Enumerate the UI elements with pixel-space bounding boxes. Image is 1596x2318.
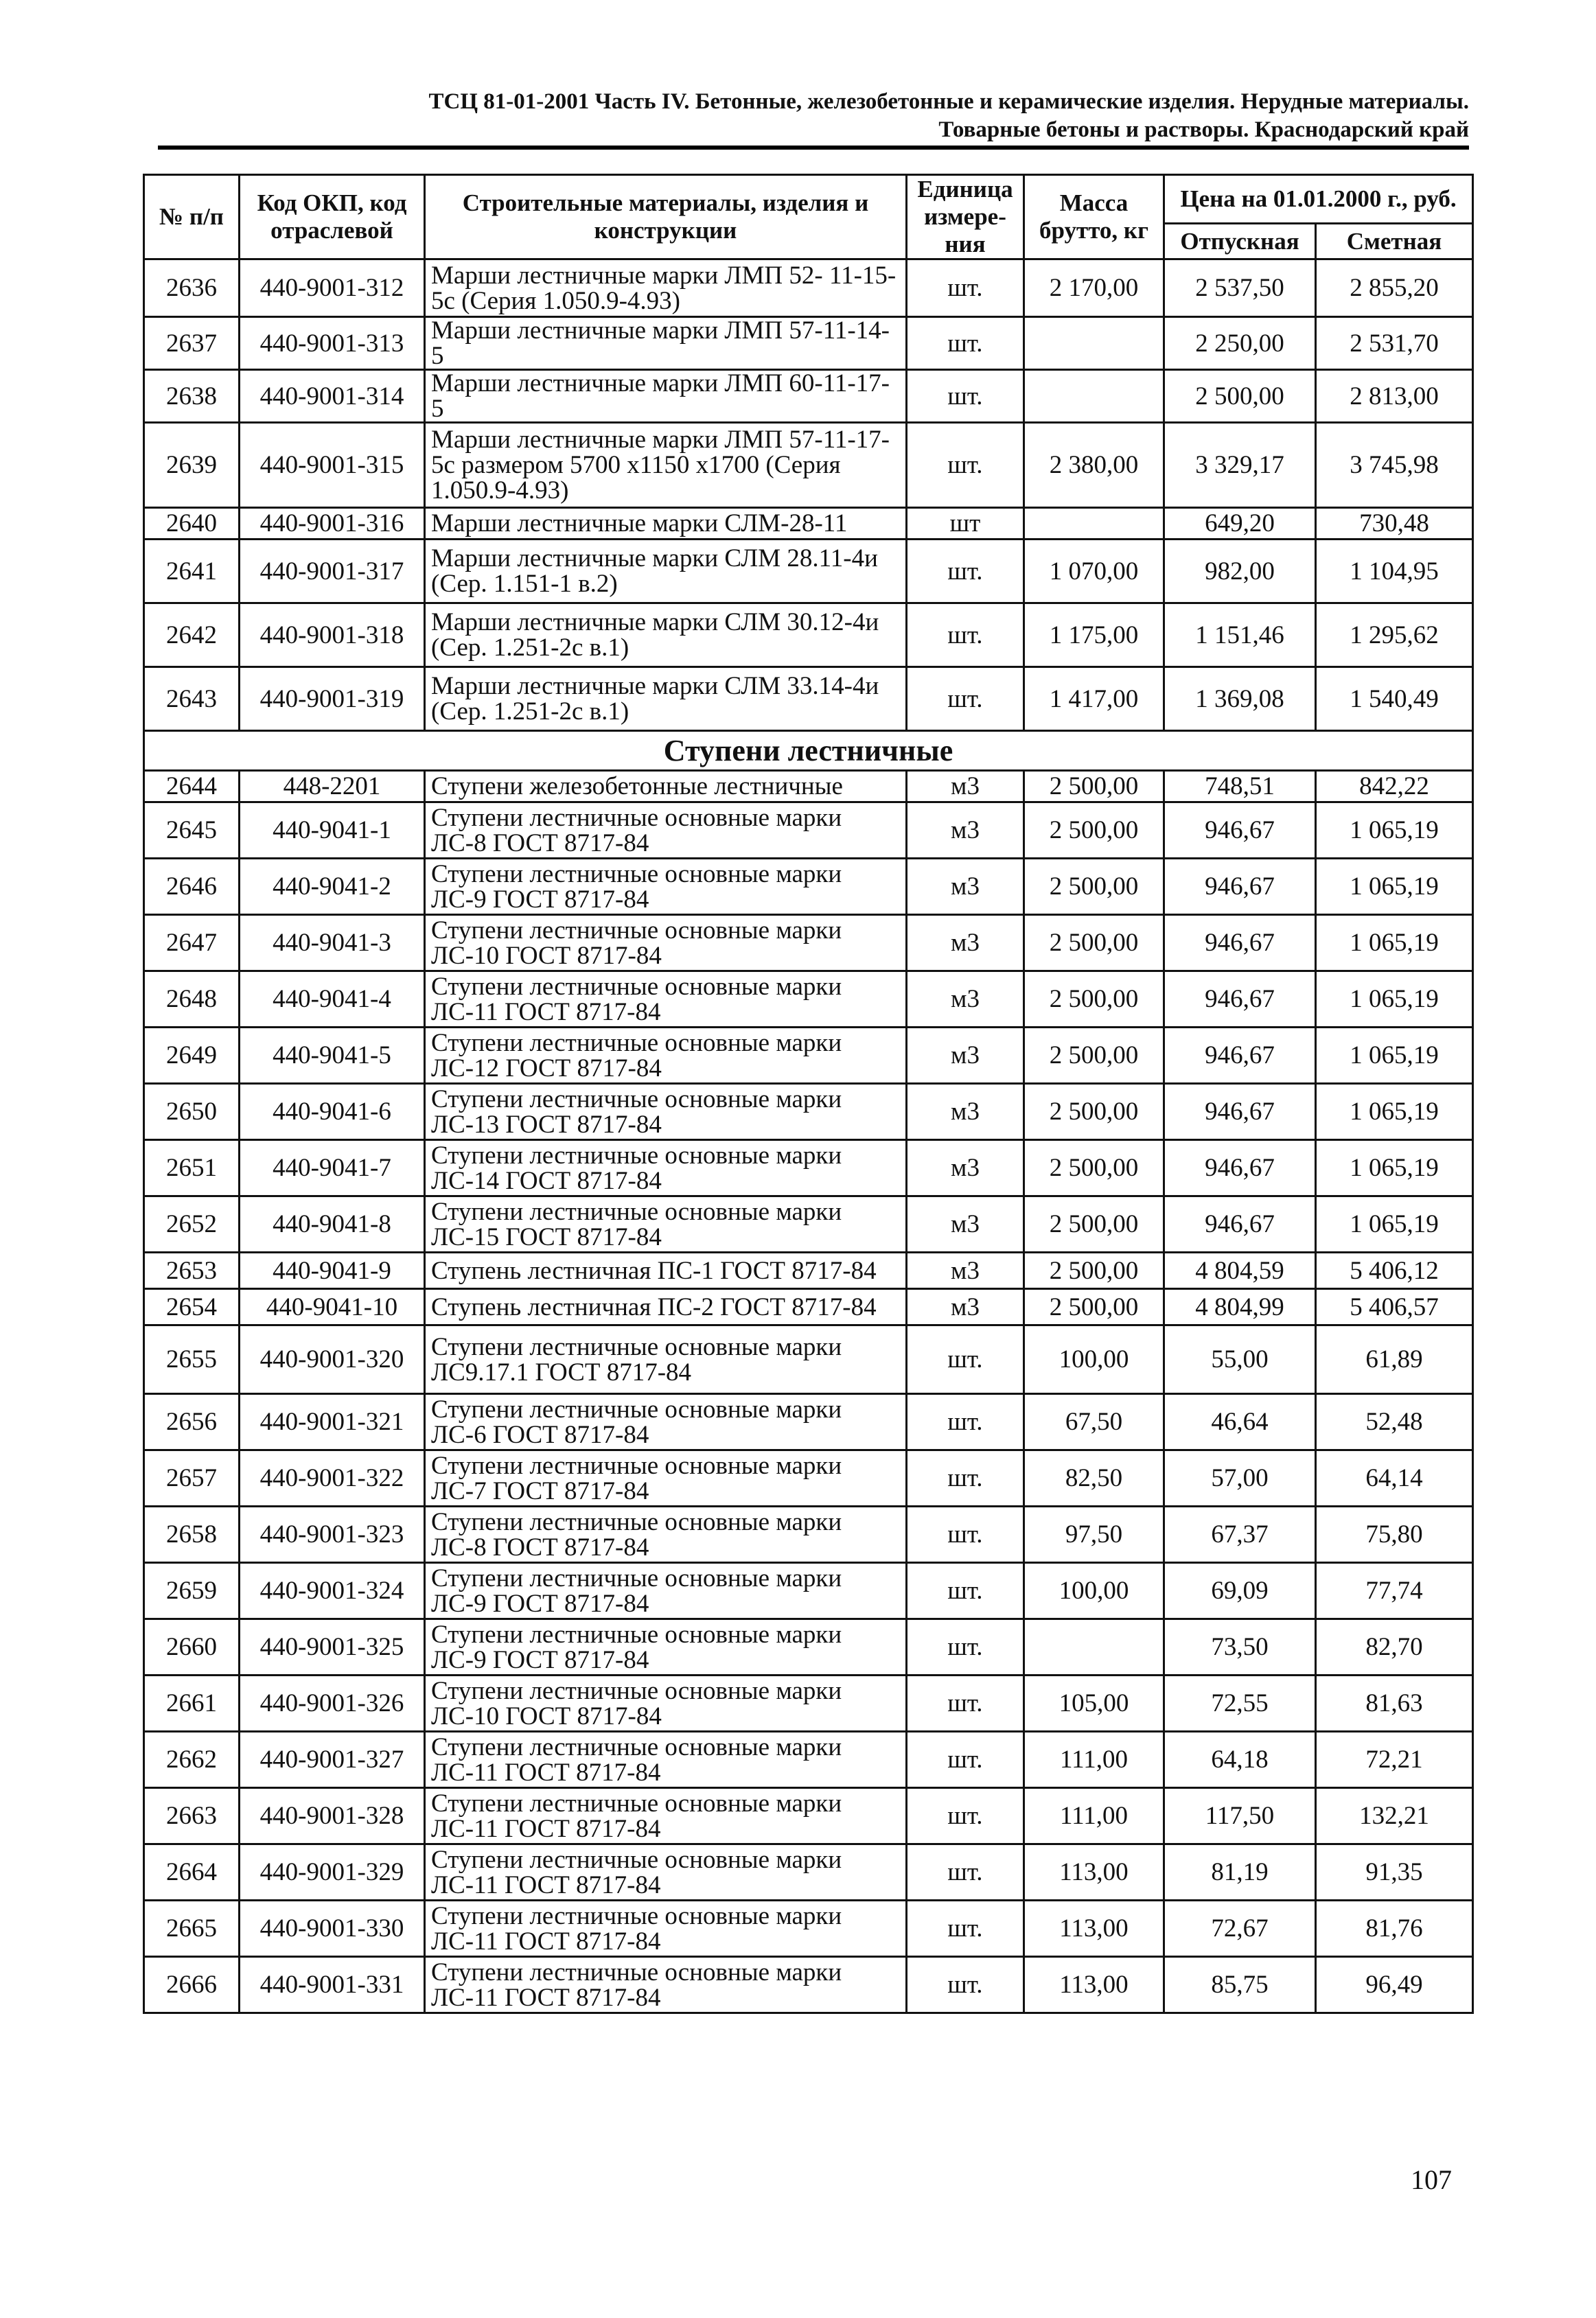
cell-price-release: 748,51 — [1164, 771, 1316, 802]
cell-code: 440-9001-327 — [240, 1732, 425, 1788]
cell-mass: 67,50 — [1024, 1394, 1164, 1450]
cell-mass: 97,50 — [1024, 1507, 1164, 1563]
cell-mass: 113,00 — [1024, 1957, 1164, 2013]
cell-code: 440-9041-1 — [240, 802, 425, 859]
cell-price-estimate: 96,49 — [1316, 1957, 1473, 2013]
cell-price-release: 4 804,99 — [1164, 1289, 1316, 1325]
cell-name: Марши лестничные марки СЛМ 28.11-4и (Сер. 1.151-1 в.2) — [425, 540, 907, 603]
cell-code: 440-9001-324 — [240, 1563, 425, 1619]
cell-num: 2637 — [144, 317, 240, 370]
cell-name: Ступени лестничные основные марки ЛС-9 ГОСТ 8717-84 — [425, 859, 907, 915]
table-row — [144, 1450, 1473, 1507]
cell-price-release: 649,20 — [1164, 508, 1316, 540]
col-header-num: № п/п — [144, 175, 240, 259]
cell-num: 2648 — [144, 971, 240, 1028]
cell-price-estimate: 52,48 — [1316, 1394, 1473, 1450]
cell-name: Ступени лестничные основные марки ЛС9.17.1 ГОСТ 8717-84 — [425, 1325, 907, 1394]
cell-unit: м3 — [907, 1196, 1024, 1253]
table-row — [144, 1084, 1473, 1140]
table-row — [144, 771, 1473, 802]
cell-name: Ступени лестничные основные марки ЛС-10 ГОСТ 8717-84 — [425, 1676, 907, 1732]
cell-name: Ступени лестничные основные марки ЛС-11 ГОСТ 8717-84 — [425, 1732, 907, 1788]
cell-code: 440-9001-331 — [240, 1957, 425, 2013]
header-rule — [158, 146, 1469, 150]
cell-unit: м3 — [907, 802, 1024, 859]
cell-price-release: 55,00 — [1164, 1325, 1316, 1394]
cell-price-estimate: 81,76 — [1316, 1901, 1473, 1957]
cell-unit: м3 — [907, 1028, 1024, 1084]
table-row — [144, 667, 1473, 731]
cell-price-release: 982,00 — [1164, 540, 1316, 603]
cell-num: 2646 — [144, 859, 240, 915]
cell-price-estimate: 1 065,19 — [1316, 1028, 1473, 1084]
col-header-name: Строительные материалы, изделия и конструкции — [425, 175, 907, 259]
cell-price-release: 1 369,08 — [1164, 667, 1316, 731]
cell-num: 2659 — [144, 1563, 240, 1619]
cell-name: Ступени лестничные основные марки ЛС-9 ГОСТ 8717-84 — [425, 1619, 907, 1676]
cell-code: 440-9001-325 — [240, 1619, 425, 1676]
cell-num: 2657 — [144, 1450, 240, 1507]
cell-price-estimate: 1 065,19 — [1316, 1196, 1473, 1253]
cell-price-release: 946,67 — [1164, 1028, 1316, 1084]
table-row — [144, 1196, 1473, 1253]
table-row — [144, 1325, 1473, 1394]
cell-num: 2658 — [144, 1507, 240, 1563]
cell-mass: 2 380,00 — [1024, 423, 1164, 508]
cell-price-estimate: 1 065,19 — [1316, 971, 1473, 1028]
cell-unit: шт. — [907, 540, 1024, 603]
cell-unit: шт. — [907, 1732, 1024, 1788]
cell-num: 2651 — [144, 1140, 240, 1196]
cell-price-release: 2 500,00 — [1164, 370, 1316, 423]
cell-price-estimate: 1 065,19 — [1316, 802, 1473, 859]
cell-price-estimate: 2 813,00 — [1316, 370, 1473, 423]
cell-num: 2653 — [144, 1253, 240, 1289]
cell-price-release: 946,67 — [1164, 915, 1316, 971]
cell-price-estimate: 1 065,19 — [1316, 1084, 1473, 1140]
cell-price-estimate: 75,80 — [1316, 1507, 1473, 1563]
cell-unit: м3 — [907, 971, 1024, 1028]
cell-unit: шт. — [907, 370, 1024, 423]
cell-code: 448-2201 — [240, 771, 425, 802]
cell-mass: 2 500,00 — [1024, 1253, 1164, 1289]
table-row — [144, 1676, 1473, 1732]
cell-code: 440-9001-317 — [240, 540, 425, 603]
cell-name: Ступень лестничная ПС-1 ГОСТ 8717-84 — [425, 1253, 907, 1289]
table-body-group2 — [144, 771, 1473, 2013]
cell-unit: м3 — [907, 915, 1024, 971]
section-row — [144, 731, 1473, 771]
cell-mass: 1 417,00 — [1024, 667, 1164, 731]
table-row — [144, 971, 1473, 1028]
col-header-unit: Единица измере-ния — [907, 175, 1024, 259]
cell-num: 2645 — [144, 802, 240, 859]
cell-unit: шт. — [907, 1676, 1024, 1732]
cell-code: 440-9001-322 — [240, 1450, 425, 1507]
cell-price-release: 946,67 — [1164, 971, 1316, 1028]
cell-price-estimate: 2 531,70 — [1316, 317, 1473, 370]
cell-price-release: 81,19 — [1164, 1844, 1316, 1901]
cell-num: 2662 — [144, 1732, 240, 1788]
cell-code: 440-9041-9 — [240, 1253, 425, 1289]
cell-num: 2652 — [144, 1196, 240, 1253]
cell-unit: м3 — [907, 771, 1024, 802]
cell-mass: 113,00 — [1024, 1844, 1164, 1901]
cell-mass — [1024, 370, 1164, 423]
cell-price-estimate: 5 406,12 — [1316, 1253, 1473, 1289]
cell-price-estimate: 1 065,19 — [1316, 1140, 1473, 1196]
cell-mass: 2 500,00 — [1024, 1196, 1164, 1253]
cell-num: 2664 — [144, 1844, 240, 1901]
cell-price-release: 64,18 — [1164, 1732, 1316, 1788]
cell-name: Ступени лестничные основные марки ЛС-10 ГОСТ 8717-84 — [425, 915, 907, 971]
cell-mass: 1 070,00 — [1024, 540, 1164, 603]
cell-price-estimate: 1 065,19 — [1316, 915, 1473, 971]
col-header-price-group: Цена на 01.01.2000 г., руб. — [1164, 175, 1473, 224]
cell-price-estimate: 842,22 — [1316, 771, 1473, 802]
cell-mass: 2 500,00 — [1024, 859, 1164, 915]
cell-name: Ступени лестничные основные марки ЛС-11 ГОСТ 8717-84 — [425, 1957, 907, 2013]
cell-price-release: 946,67 — [1164, 1140, 1316, 1196]
cell-num: 2641 — [144, 540, 240, 603]
cell-price-release: 946,67 — [1164, 1196, 1316, 1253]
cell-mass: 100,00 — [1024, 1563, 1164, 1619]
cell-name: Марши лестничные марки СЛМ 30.12-4и (Сер. 1.251-2с в.1) — [425, 603, 907, 667]
cell-code: 440-9001-314 — [240, 370, 425, 423]
cell-code: 440-9001-312 — [240, 259, 425, 317]
col-header-price-estimate: Сметная — [1316, 224, 1473, 259]
cell-price-estimate: 77,74 — [1316, 1563, 1473, 1619]
cell-num: 2636 — [144, 259, 240, 317]
table-row — [144, 1028, 1473, 1084]
cell-price-release: 57,00 — [1164, 1450, 1316, 1507]
cell-num: 2644 — [144, 771, 240, 802]
cell-price-estimate: 91,35 — [1316, 1844, 1473, 1901]
cell-name: Ступени лестничные основные марки ЛС-11 ГОСТ 8717-84 — [425, 971, 907, 1028]
col-header-price-release: Отпускная — [1164, 224, 1316, 259]
cell-unit: шт. — [907, 1394, 1024, 1450]
table-row — [144, 1844, 1473, 1901]
cell-code: 440-9041-4 — [240, 971, 425, 1028]
cell-num: 2638 — [144, 370, 240, 423]
cell-price-estimate: 81,63 — [1316, 1676, 1473, 1732]
table-row — [144, 802, 1473, 859]
cell-price-release: 69,09 — [1164, 1563, 1316, 1619]
cell-name: Ступени железобетонные лестничные — [425, 771, 907, 802]
cell-price-estimate: 1 104,95 — [1316, 540, 1473, 603]
cell-unit: шт. — [907, 603, 1024, 667]
cell-price-estimate: 61,89 — [1316, 1325, 1473, 1394]
cell-code: 440-9041-3 — [240, 915, 425, 971]
cell-name: Марши лестничные марки ЛМП 57-11-14-5 — [425, 317, 907, 370]
cell-unit: шт. — [907, 1563, 1024, 1619]
col-header-mass: Масса брутто, кг — [1024, 175, 1164, 259]
cell-mass — [1024, 508, 1164, 540]
cell-num: 2656 — [144, 1394, 240, 1450]
cell-num: 2647 — [144, 915, 240, 971]
cell-price-estimate: 1 295,62 — [1316, 603, 1473, 667]
cell-mass: 2 500,00 — [1024, 1084, 1164, 1140]
table-row — [144, 370, 1473, 423]
section-body — [144, 731, 1473, 771]
cell-price-release: 85,75 — [1164, 1957, 1316, 2013]
cell-num: 2665 — [144, 1901, 240, 1957]
page-number: 107 — [1411, 2164, 1452, 2195]
cell-num: 2654 — [144, 1289, 240, 1325]
cell-mass: 100,00 — [1024, 1325, 1164, 1394]
cell-mass: 2 500,00 — [1024, 1028, 1164, 1084]
cell-num: 2655 — [144, 1325, 240, 1394]
cell-unit: м3 — [907, 1253, 1024, 1289]
cell-code: 440-9041-8 — [240, 1196, 425, 1253]
table-row — [144, 1901, 1473, 1957]
table-row — [144, 1507, 1473, 1563]
col-header-code: Код ОКП, код отраслевой — [240, 175, 425, 259]
cell-name: Ступени лестничные основные марки ЛС-11 ГОСТ 8717-84 — [425, 1788, 907, 1844]
cell-unit: шт. — [907, 259, 1024, 317]
table-row — [144, 859, 1473, 915]
cell-code: 440-9001-319 — [240, 667, 425, 731]
cell-name: Ступени лестничные основные марки ЛС-11 ГОСТ 8717-84 — [425, 1844, 907, 1901]
cell-unit: шт. — [907, 1844, 1024, 1901]
cell-mass: 111,00 — [1024, 1788, 1164, 1844]
cell-num: 2642 — [144, 603, 240, 667]
cell-price-estimate: 3 745,98 — [1316, 423, 1473, 508]
table-row — [144, 423, 1473, 508]
cell-num: 2660 — [144, 1619, 240, 1676]
cell-name: Марши лестничные марки ЛМП 60-11-17-5 — [425, 370, 907, 423]
page-header — [158, 88, 1469, 144]
table-row — [144, 1957, 1473, 2013]
cell-mass — [1024, 1619, 1164, 1676]
table-row — [144, 540, 1473, 603]
cell-price-release: 4 804,59 — [1164, 1253, 1316, 1289]
cell-unit: м3 — [907, 1289, 1024, 1325]
cell-name: Ступени лестничные основные марки ЛС-9 ГОСТ 8717-84 — [425, 1563, 907, 1619]
cell-name: Марши лестничные марки СЛМ-28-11 — [425, 508, 907, 540]
cell-code: 440-9041-7 — [240, 1140, 425, 1196]
cell-mass: 105,00 — [1024, 1676, 1164, 1732]
cell-unit: шт. — [907, 1507, 1024, 1563]
cell-price-release: 946,67 — [1164, 1084, 1316, 1140]
cell-name: Ступени лестничные основные марки ЛС-8 ГОСТ 8717-84 — [425, 1507, 907, 1563]
cell-num: 2649 — [144, 1028, 240, 1084]
cell-unit: шт. — [907, 423, 1024, 508]
table-row — [144, 1140, 1473, 1196]
cell-code: 440-9041-10 — [240, 1289, 425, 1325]
cell-name: Марши лестничные марки СЛМ 33.14-4и (Сер. 1.251-2с в.1) — [425, 667, 907, 731]
cell-mass — [1024, 317, 1164, 370]
cell-mass: 82,50 — [1024, 1450, 1164, 1507]
cell-code: 440-9001-329 — [240, 1844, 425, 1901]
cell-price-release: 946,67 — [1164, 859, 1316, 915]
cell-unit: шт. — [907, 1957, 1024, 2013]
cell-mass: 2 170,00 — [1024, 259, 1164, 317]
cell-code: 440-9001-328 — [240, 1788, 425, 1844]
cell-unit: шт. — [907, 1619, 1024, 1676]
cell-price-release: 2 537,50 — [1164, 259, 1316, 317]
cell-price-estimate: 5 406,57 — [1316, 1289, 1473, 1325]
cell-name: Ступень лестничная ПС-2 ГОСТ 8717-84 — [425, 1289, 907, 1325]
cell-code: 440-9001-321 — [240, 1394, 425, 1450]
cell-price-release: 946,67 — [1164, 802, 1316, 859]
cell-mass: 2 500,00 — [1024, 1289, 1164, 1325]
cell-unit: шт. — [907, 1450, 1024, 1507]
cell-code: 440-9001-330 — [240, 1901, 425, 1957]
cell-code: 440-9001-320 — [240, 1325, 425, 1394]
cell-mass: 113,00 — [1024, 1901, 1164, 1957]
table-body-group1 — [144, 259, 1473, 731]
cell-num: 2643 — [144, 667, 240, 731]
cell-unit: шт — [907, 508, 1024, 540]
cell-num: 2666 — [144, 1957, 240, 2013]
cell-price-release: 72,67 — [1164, 1901, 1316, 1957]
section-title: Ступени лестничные — [144, 731, 1473, 771]
cell-code: 440-9001-316 — [240, 508, 425, 540]
cell-unit: шт. — [907, 317, 1024, 370]
cell-unit: м3 — [907, 859, 1024, 915]
table-row — [144, 1394, 1473, 1450]
cell-code: 440-9001-326 — [240, 1676, 425, 1732]
cell-name: Марши лестничные марки ЛМП 52- 11-15-5с (Серия 1.050.9-4.93) — [425, 259, 907, 317]
cell-price-estimate: 730,48 — [1316, 508, 1473, 540]
table-row — [144, 317, 1473, 370]
cell-unit: шт. — [907, 1901, 1024, 1957]
cell-mass: 2 500,00 — [1024, 771, 1164, 802]
cell-unit: м3 — [907, 1140, 1024, 1196]
cell-num: 2639 — [144, 423, 240, 508]
cell-price-estimate: 72,21 — [1316, 1732, 1473, 1788]
cell-mass: 2 500,00 — [1024, 802, 1164, 859]
cell-price-estimate: 2 855,20 — [1316, 259, 1473, 317]
cell-price-release: 72,55 — [1164, 1676, 1316, 1732]
cell-code: 440-9041-2 — [240, 859, 425, 915]
cell-price-release: 1 151,46 — [1164, 603, 1316, 667]
cell-name: Ступени лестничные основные марки ЛС-7 ГОСТ 8717-84 — [425, 1450, 907, 1507]
cell-mass: 111,00 — [1024, 1732, 1164, 1788]
cell-name: Ступени лестничные основные марки ЛС-6 ГОСТ 8717-84 — [425, 1394, 907, 1450]
cell-unit: шт. — [907, 1788, 1024, 1844]
cell-name: Ступени лестничные основные марки ЛС-13 ГОСТ 8717-84 — [425, 1084, 907, 1140]
header-subtitle: Товарные бетоны и растворы. Краснодарский край — [938, 117, 1469, 142]
table-row — [144, 915, 1473, 971]
cell-name: Ступени лестничные основные марки ЛС-15 ГОСТ 8717-84 — [425, 1196, 907, 1253]
cell-mass: 2 500,00 — [1024, 915, 1164, 971]
cell-mass: 2 500,00 — [1024, 971, 1164, 1028]
cell-unit: м3 — [907, 1084, 1024, 1140]
cell-num: 2661 — [144, 1676, 240, 1732]
cell-price-estimate: 132,21 — [1316, 1788, 1473, 1844]
cell-price-release: 3 329,17 — [1164, 423, 1316, 508]
table-row — [144, 1732, 1473, 1788]
cell-price-estimate: 1 540,49 — [1316, 667, 1473, 731]
table-row — [144, 508, 1473, 540]
cell-price-release: 46,64 — [1164, 1394, 1316, 1450]
cell-name: Марши лестничные марки ЛМП 57-11-17-5с размером 5700 x1150 x1700 (Серия 1.050.9-4.93) — [425, 423, 907, 508]
table-row — [144, 259, 1473, 317]
cell-name: Ступени лестничные основные марки ЛС-12 ГОСТ 8717-84 — [425, 1028, 907, 1084]
table-row — [144, 1788, 1473, 1844]
table-row — [144, 1563, 1473, 1619]
cell-price-estimate: 82,70 — [1316, 1619, 1473, 1676]
cell-name: Ступени лестничные основные марки ЛС-11 ГОСТ 8717-84 — [425, 1901, 907, 1957]
table-row — [144, 603, 1473, 667]
cell-price-release: 117,50 — [1164, 1788, 1316, 1844]
price-table — [143, 174, 1474, 2014]
cell-num: 2640 — [144, 508, 240, 540]
cell-price-release: 2 250,00 — [1164, 317, 1316, 370]
table-row — [144, 1289, 1473, 1325]
cell-name: Ступени лестничные основные марки ЛС-14 ГОСТ 8717-84 — [425, 1140, 907, 1196]
table-row — [144, 1619, 1473, 1676]
cell-code: 440-9001-318 — [240, 603, 425, 667]
cell-mass: 1 175,00 — [1024, 603, 1164, 667]
cell-code: 440-9001-313 — [240, 317, 425, 370]
cell-mass: 2 500,00 — [1024, 1140, 1164, 1196]
cell-code: 440-9001-323 — [240, 1507, 425, 1563]
cell-num: 2663 — [144, 1788, 240, 1844]
cell-price-release: 67,37 — [1164, 1507, 1316, 1563]
cell-code: 440-9001-315 — [240, 423, 425, 508]
cell-price-release: 73,50 — [1164, 1619, 1316, 1676]
header-title: ТСЦ 81-01-2001 Часть IV. Бетонные, железобетонные и керамические изделия. Нерудные материалы. — [428, 89, 1469, 114]
cell-name: Ступени лестничные основные марки ЛС-8 ГОСТ 8717-84 — [425, 802, 907, 859]
cell-unit: шт. — [907, 667, 1024, 731]
cell-num: 2650 — [144, 1084, 240, 1140]
cell-code: 440-9041-6 — [240, 1084, 425, 1140]
table-row — [144, 1253, 1473, 1289]
cell-code: 440-9041-5 — [240, 1028, 425, 1084]
cell-price-estimate: 1 065,19 — [1316, 859, 1473, 915]
cell-price-estimate: 64,14 — [1316, 1450, 1473, 1507]
cell-unit: шт. — [907, 1325, 1024, 1394]
